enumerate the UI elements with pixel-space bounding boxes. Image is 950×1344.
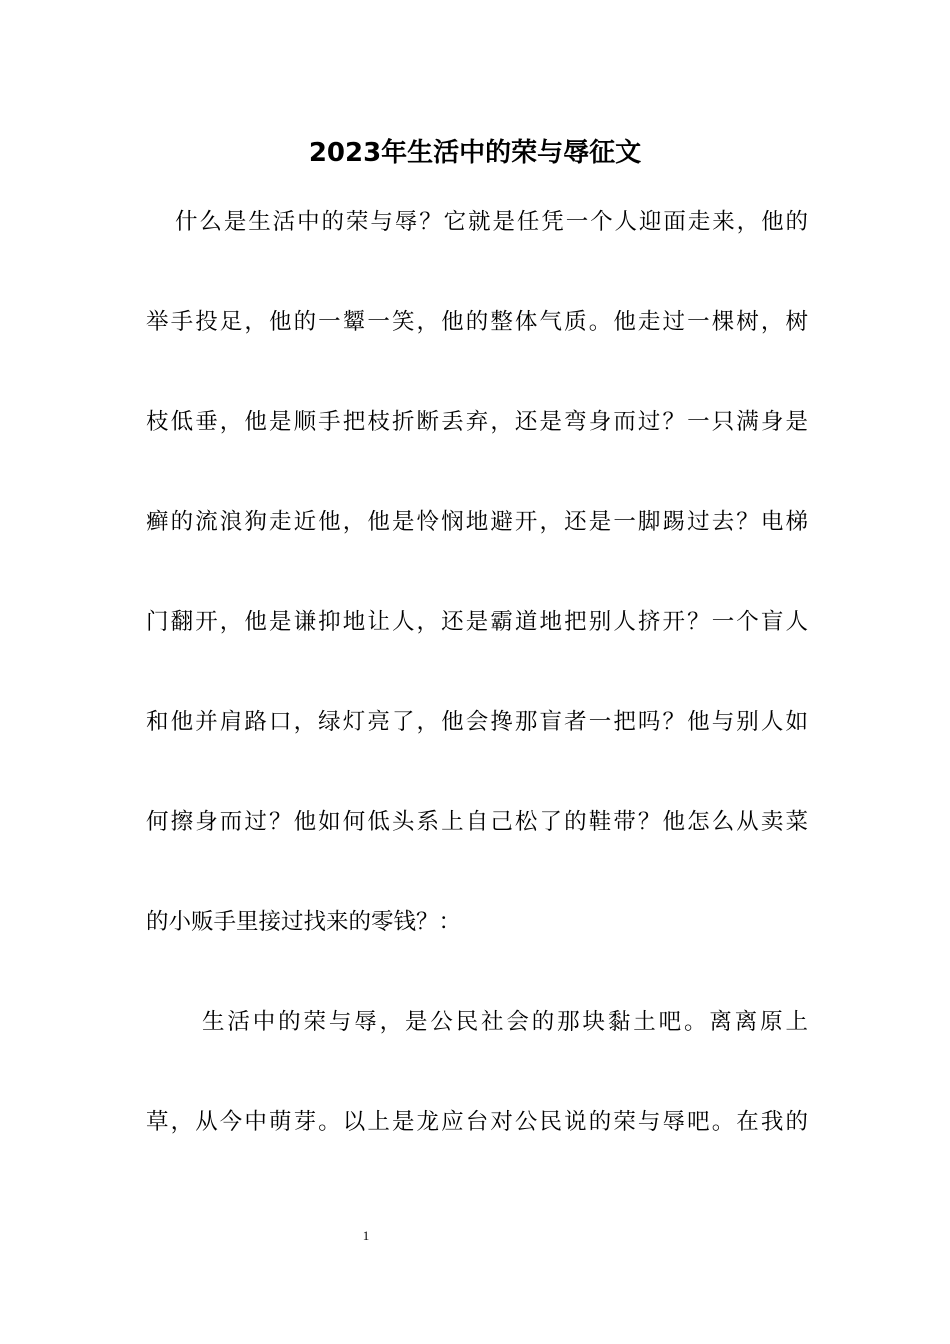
paragraph-1-line-5: 门翻开，他是谦抑地让人，还是霸道地把别人挤开？一个盲人 (146, 609, 808, 635)
document-title: 2023年生活中的荣与辱征文 (308, 138, 642, 168)
paragraph-1-line-7: 何擦身而过？他如何低头系上自己松了的鞋带？他怎么从卖菜 (146, 809, 808, 835)
paragraph-1-line-4: 癣的流浪狗走近他，他是怜悯地避开，还是一脚踢过去？电梯 (146, 509, 808, 535)
paragraph-2-line-1: 生活中的荣与辱，是公民社会的那块黏土吧。离离原上 (202, 1009, 808, 1035)
paragraph-1-line-3: 枝低垂，他是顺手把枝折断丢弃，还是弯身而过？一只满身是 (146, 409, 808, 435)
paragraph-1-line-1: 什么是生活中的荣与辱？它就是任凭一个人迎面走来，他的 (175, 209, 808, 235)
paragraph-1-line-8: 的小贩手里接过找来的零钱？： (146, 909, 462, 935)
page-number: 1 (362, 1228, 370, 1243)
paragraph-1-line-6: 和他并肩路口，绿灯亮了，他会搀那盲者一把吗？他与别人如 (146, 709, 808, 735)
paragraph-1-line-2: 举手投足，他的一颦一笑，他的整体气质。他走过一棵树，树 (146, 309, 808, 335)
paragraph-2-line-2: 草，从今中萌芽。以上是龙应台对公民说的荣与辱吧。在我的 (146, 1109, 808, 1135)
